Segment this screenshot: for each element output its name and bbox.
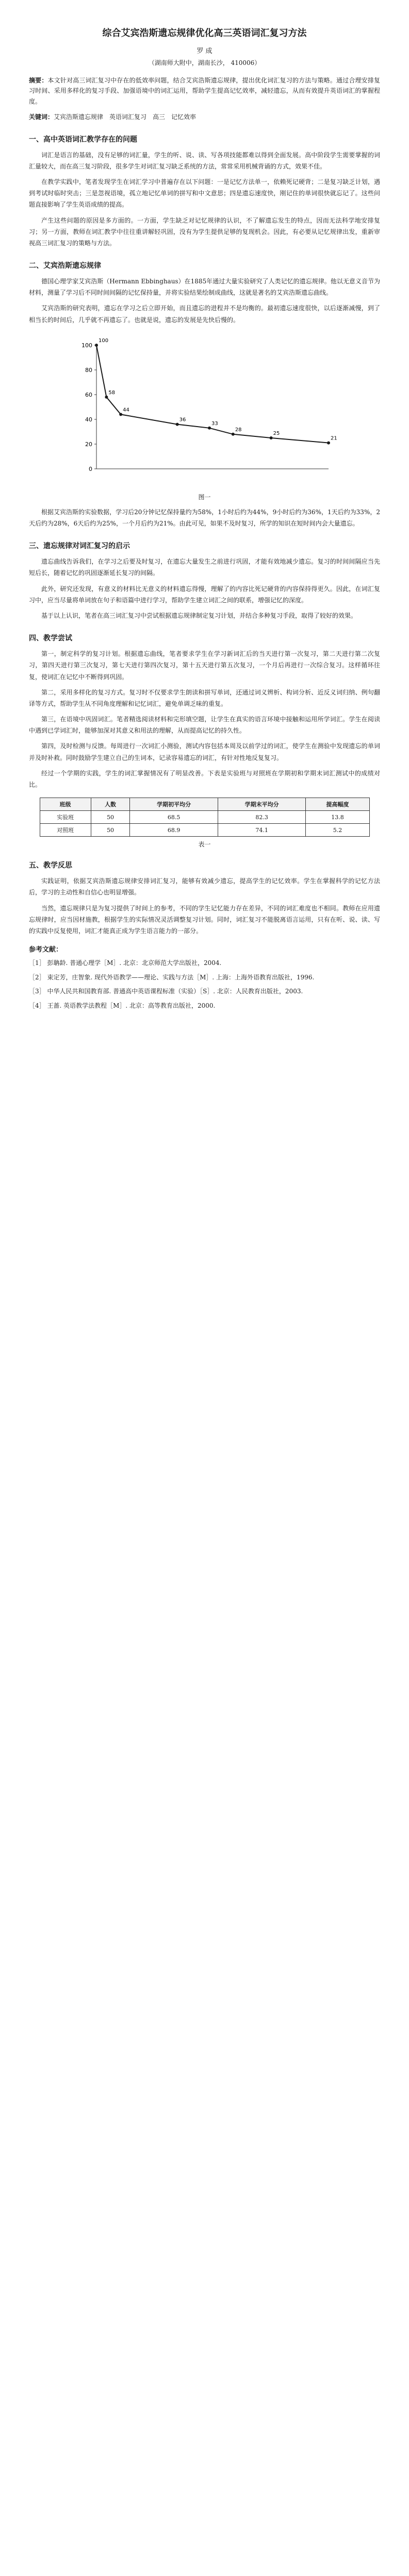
abstract (29, 75, 380, 107)
table-cell: 5.2 (306, 824, 369, 837)
abstract-text: 本文针对高三词汇复习中存在的低效率问题，结合艾宾浩斯遗忘规律，提出优化词汇复习的方法与策略。通过合理安排复习时间、采用多样化的复习手段、加强语境中的词汇运用，帮助学生提高记忆效率，减轻遗忘，从而有效提升英语词汇的掌握程度。 (29, 77, 380, 105)
paragraph: 第四，及时检测与反馈。每周进行一次词汇小测验，测试内容包括本周及以前学过的词汇，使学生在测验中发现遗忘的单词并及时补救。同时鼓励学生建立自己的生词本，记录容易遗忘的词汇，有针对性地反复复习。 (29, 742, 380, 761)
data-label: 100 (98, 337, 108, 344)
forgetting-curve-figure (71, 335, 339, 501)
vocab-table-wrap (40, 798, 370, 849)
author: 罗 成 (197, 47, 212, 55)
paragraph: 艾宾浩斯的研究表明，遗忘在学习之后立即开始，而且遗忘的进程并不是均衡的。最初遗忘速度很快，以后逐渐减慢，到了相当长的时间后，几乎就不再遗忘了。也就是说，遗忘的发展是先快后慢的。 (29, 304, 380, 324)
vocab-table (40, 798, 370, 837)
keywords (29, 112, 380, 122)
y-tick-label: 80 (85, 366, 92, 374)
section-heading: 五、教学反思 (29, 861, 72, 870)
paragraph: 德国心理学家艾宾浩斯（Hermann Ebbinghaus）在1885年通过大量实验研究了人类记忆的遗忘规律。他以无意义音节为材料，测量了学习后不同时间间隔的记忆保持量，并将实验结果绘制成曲线，这就是著名的艾宾浩斯遗忘曲线。 (29, 278, 380, 297)
data-point (95, 344, 98, 347)
section-heading: 四、教学尝试 (29, 634, 72, 643)
table-header: 学期初平均分 (130, 798, 218, 811)
y-tick-label: 0 (88, 465, 92, 472)
reference-item: ［3］ 中华人民共和国教育部. 普通高中英语课程标准（实验）［S］. 北京：人民教育出版社，2003. (29, 988, 303, 995)
y-tick-label: 20 (85, 440, 92, 448)
data-label: 28 (235, 427, 242, 433)
paragraph: 经过一个学期的实践，学生的词汇掌握情况有了明显改善。下表是实验班与对照班在学期初和学期末词汇测试中的成绩对比。 (29, 769, 380, 788)
table-caption: 表一 (198, 841, 211, 849)
paragraph: 实践证明，依据艾宾浩斯遗忘规律安排词汇复习，能够有效减少遗忘，提高学生的记忆效率。学生在掌握科学的记忆方法后，学习的主动性和自信心也明显增强。 (29, 877, 380, 896)
table-header: 学期末平均分 (218, 798, 306, 811)
series-line (96, 345, 329, 443)
table-cell: 50 (91, 824, 130, 837)
paragraph: 基于以上认识，笔者在高三词汇复习中尝试根据遗忘规律制定复习计划，并结合多种复习手段，取得了较好的效果。 (41, 612, 357, 619)
data-label: 25 (273, 430, 280, 436)
table-cell: 实验班 (40, 811, 91, 824)
figure-caption: 图一 (198, 493, 211, 501)
data-label: 58 (108, 389, 115, 396)
table-cell: 74.1 (218, 824, 306, 837)
paragraph: 遗忘曲线告诉我们，在学习之后要及时复习，在遗忘大量发生之前进行巩固，才能有效地减少遗忘。复习的时间间隔应当先短后长，随着记忆的巩固逐渐延长复习的间隔。 (29, 558, 380, 577)
section-heading: 一、高中英语词汇教学存在的问题 (29, 135, 137, 144)
table-row (40, 811, 369, 824)
paragraph: 此外，研究还发现，有意义的材料比无意义的材料遗忘得慢，理解了的内容比死记硬背的内容保持得更久。因此，在词汇复习中，应当尽量将单词放在句子和语篇中进行学习，帮助学生建立词汇之间的联系，增强记忆的深度。 (29, 585, 380, 604)
table-cell: 68.9 (130, 824, 218, 837)
paragraph: 在教学实践中，笔者发现学生在词汇学习中普遍存在以下问题：一是记忆方法单一，依赖死记硬背；二是复习缺乏计划，遇到考试时临时突击；三是忽视语境，孤立地记忆单词的拼写和中文意思；四是遗忘速度快，刚记住的单词很快就忘记了。这些问题直接影响了学生英语成绩的提高。 (29, 178, 380, 209)
table-cell: 82.3 (218, 811, 306, 824)
data-label: 33 (211, 420, 218, 427)
keywords-label: 关键词： (29, 113, 54, 121)
data-point (208, 427, 211, 430)
table-cell: 对照班 (40, 824, 91, 837)
reference-item: ［1］ 彭聃龄. 普通心理学［M］. 北京：北京师范大学出版社，2004. (29, 959, 222, 967)
paragraph: 第三，在语境中巩固词汇。笔者精选阅读材料和完形填空题，让学生在真实的语言环境中接触和运用所学词汇。学生在阅读中遇到已学词汇时，能够加深对其意义和用法的理解，从而提高记忆的持久性。 (29, 716, 380, 735)
paragraph: 根据艾宾浩斯的实验数据，学习后20分钟记忆保持量约为58%，1小时后约为44%，9小时后约为36%，1天后约为33%，2天后约为28%，6天后约为25%，一个月后约为21%。由此可见，如果不及时复习，所学的知识在短时间内会大量遗忘。 (29, 508, 380, 527)
data-point (105, 396, 108, 399)
section-heading: 三、遗忘规律对词汇复习的启示 (29, 542, 130, 551)
table-header: 班级 (40, 798, 91, 811)
document-title: 综合艾宾浩斯遗忘规律优化高三英语词汇复习方法 (102, 28, 307, 39)
table-header: 提高幅度 (306, 798, 369, 811)
table-cell: 50 (91, 811, 130, 824)
data-label: 44 (122, 407, 129, 413)
y-tick-label: 40 (85, 416, 92, 423)
affiliation: （湖南师大附中，湖南长沙， 410006） (148, 59, 261, 66)
paragraph: 当然，遗忘规律只是为复习提供了时间上的参考，不同的学生记忆能力存在差异，不同的词汇难度也不相同。教师在应用遗忘规律时，应当因材施教，根据学生的实际情况灵活调整复习计划。同时，词汇复习不能脱离语言运用，只有在听、说、读、写的实践中反复使用，词汇才能真正成为学生语言能力的一部分。 (29, 904, 380, 935)
references-list (29, 958, 380, 1011)
table-header-row (40, 798, 369, 811)
references-heading: 参考文献： (29, 946, 63, 954)
section-heading: 二、艾宾浩斯遗忘规律 (29, 262, 101, 270)
data-point (327, 441, 330, 444)
forgetting-curve-chart (71, 335, 339, 489)
abstract-label: 摘要： (29, 77, 48, 84)
data-label: 36 (179, 417, 186, 423)
paragraph: 产生这些问题的原因是多方面的。一方面，学生缺乏对记忆规律的认识，不了解遗忘发生的特点，因而无法科学地安排复习；另一方面，教师在词汇教学中往往重讲解轻巩固，没有为学生提供足够的复现机会。因此，有必要从记忆规律出发，重新审视高三词汇复习的策略与方法。 (29, 216, 380, 247)
y-tick-label: 60 (85, 391, 92, 398)
reference-item: ［4］ 王蔷. 英语教学法教程［M］. 北京：高等教育出版社，2000. (29, 1002, 216, 1009)
data-point (175, 422, 178, 426)
keywords-text: 艾宾浩斯遗忘规律 英语词汇复习 高三 记忆效率 (54, 113, 197, 121)
paragraph: 第二，采用多样化的复习方式。复习时不仅要求学生朗读和拼写单词，还通过词义辨析、构词分析、近反义词归纳、例句翻译等方式，帮助学生从不同角度理解和记忆词汇，避免单调乏味的重复。 (29, 688, 380, 707)
table-cell: 13.8 (306, 811, 369, 824)
table-row (40, 824, 369, 837)
data-point (269, 436, 272, 439)
paragraph: 第一，制定科学的复习计划。根据遗忘曲线，笔者要求学生在学习新词汇后的当天进行第一次复习，第二天进行第二次复习，第四天进行第三次复习，第七天进行第四次复习，第十五天进行第五次复习，一个月后再进行一次综合复习。这样循环往复，使词汇在记忆中不断得到巩固。 (29, 650, 380, 681)
paragraph: 词汇是语言的基础，没有足够的词汇量，学生的听、说、读、写各项技能都难以得到全面发展。高中阶段学生需要掌握的词汇量较大，而在高三复习阶段，很多学生对词汇复习缺乏系统的方法，常常采用机械背诵的方式，效果不佳。 (29, 151, 380, 170)
data-point (231, 433, 234, 436)
data-point (119, 413, 122, 416)
table-cell: 68.5 (130, 811, 218, 824)
reference-item: ［2］ 束定芳，庄智象. 现代外语教学——理论、实践与方法［M］. 上海：上海外语教育出版社，1996. (29, 973, 315, 981)
data-label: 21 (330, 435, 337, 442)
y-tick-label: 100 (81, 342, 92, 349)
table-header: 人数 (91, 798, 130, 811)
